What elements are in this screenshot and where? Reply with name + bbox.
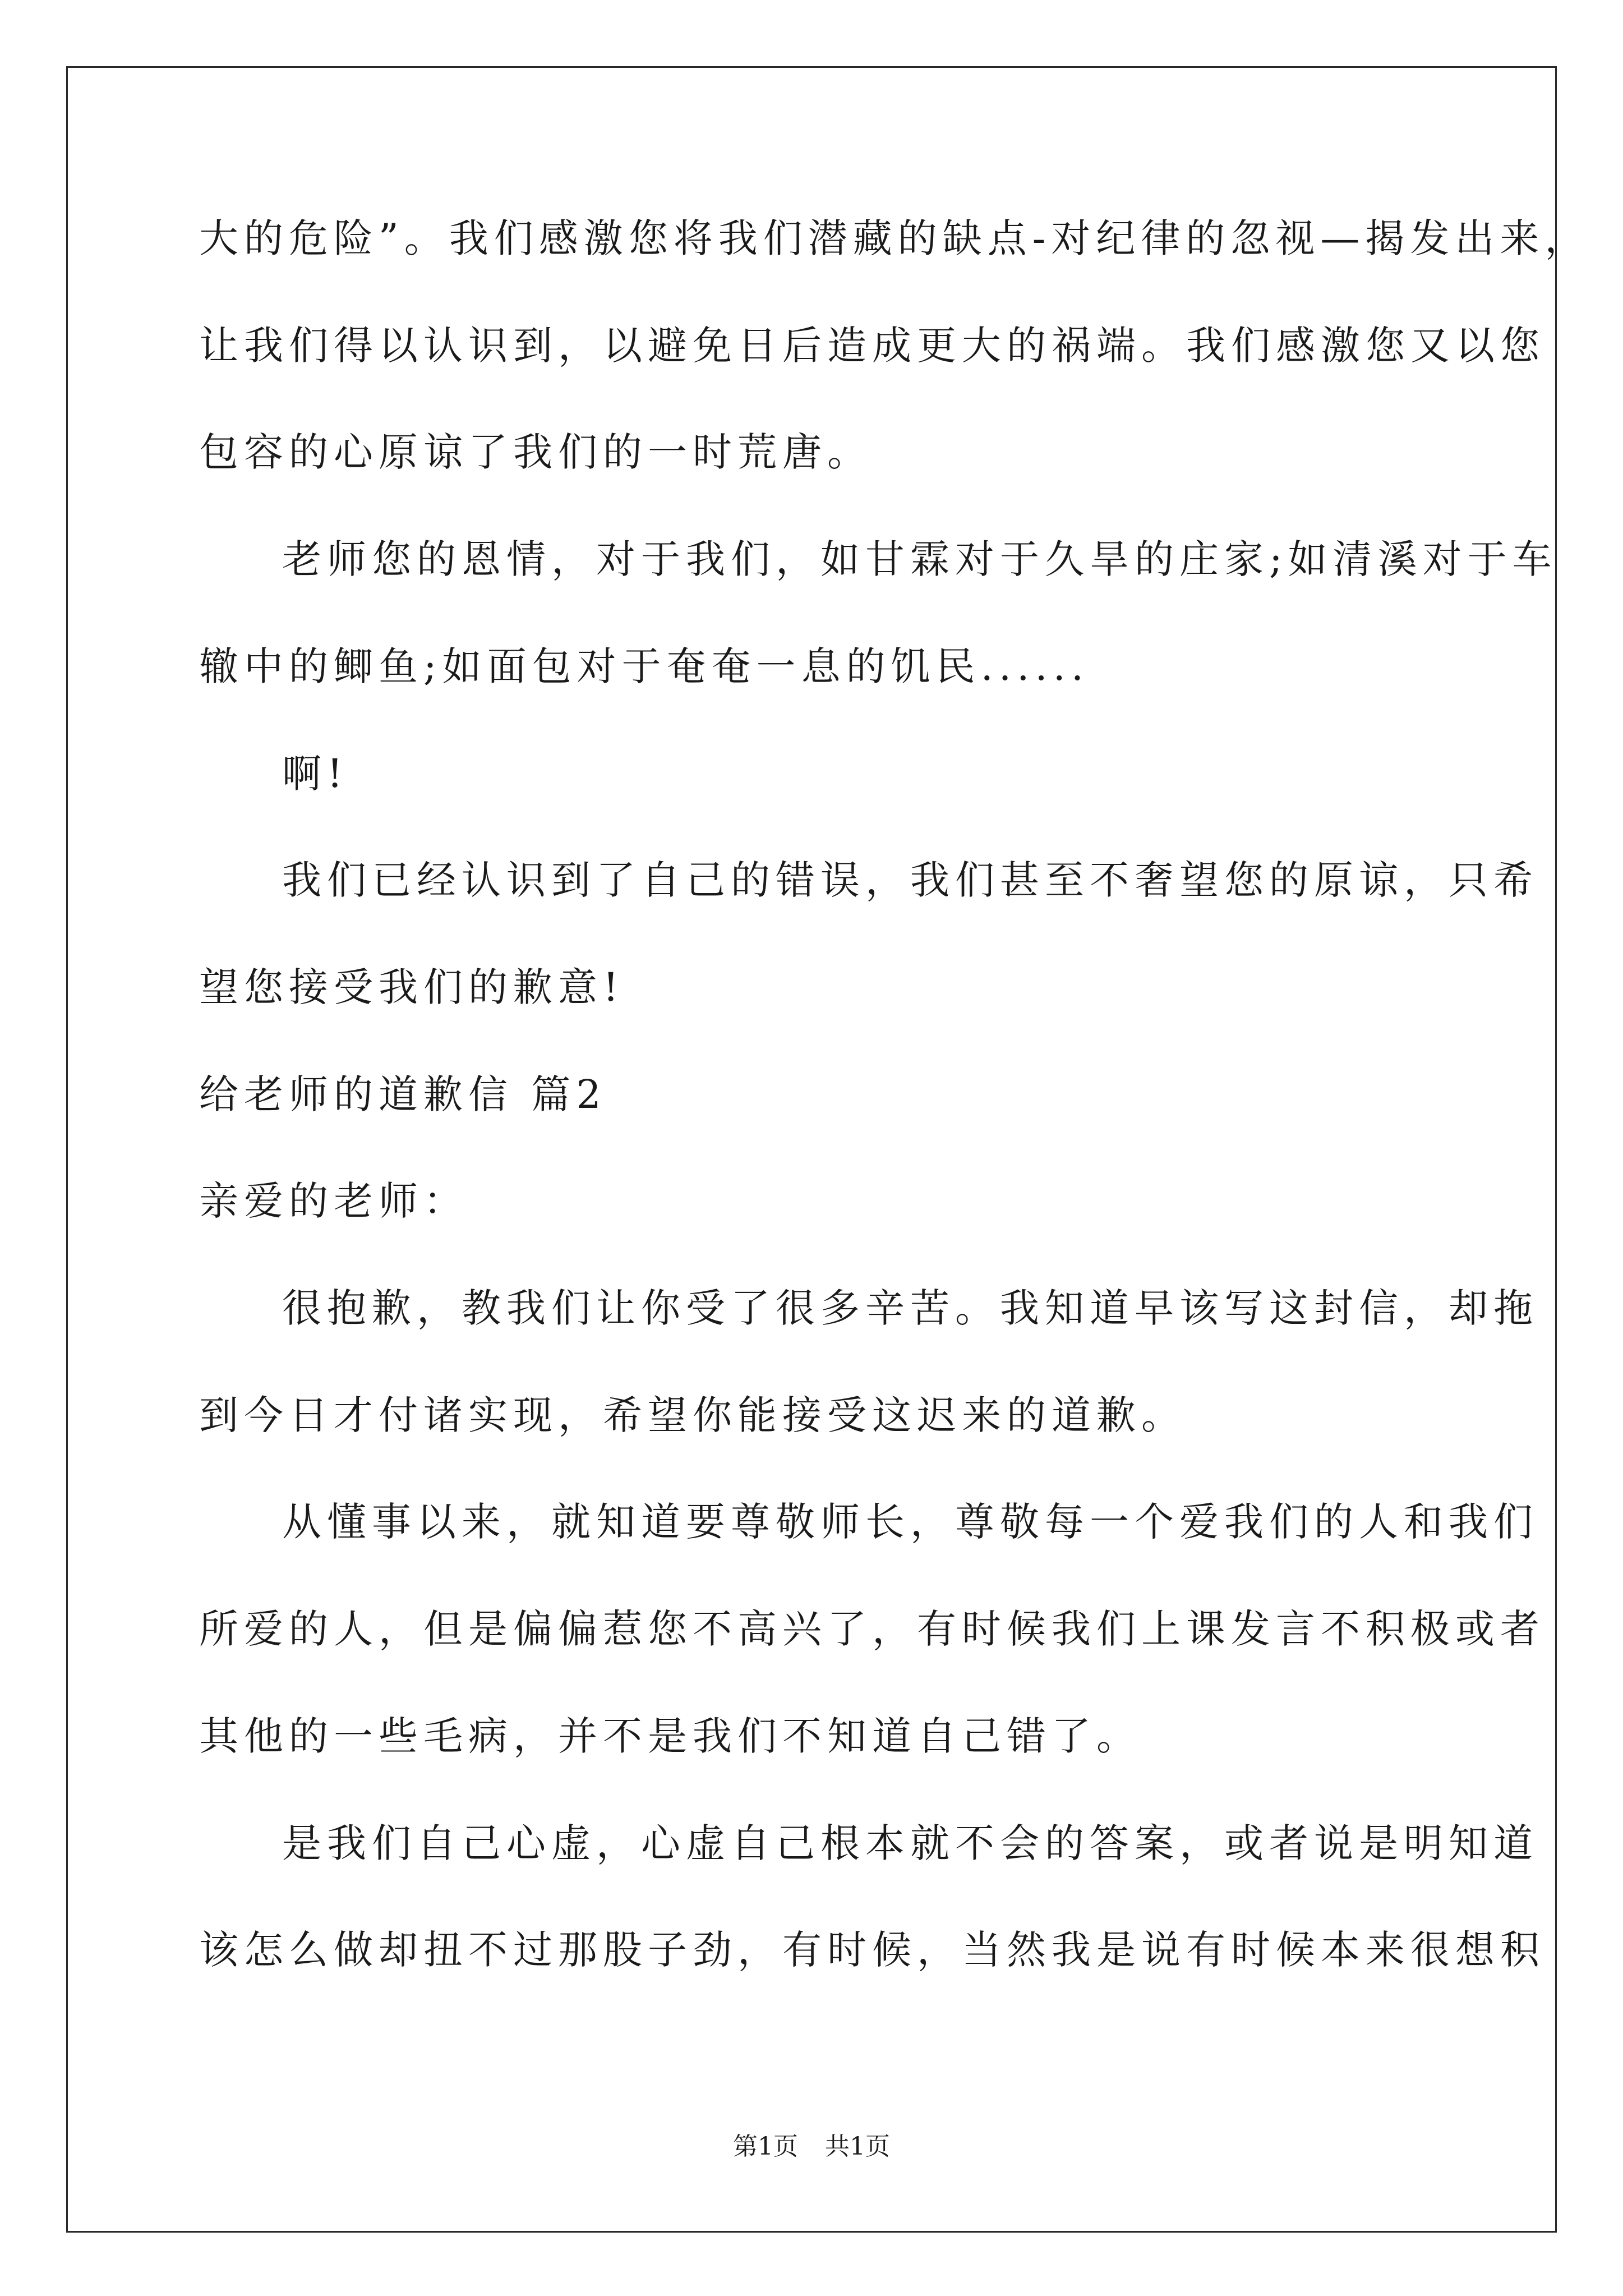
text-line: 很抱歉，教我们让你受了很多辛苦。我知道早该写这封信，却拖 (282, 1285, 1538, 1331)
text-line: 让我们得以认识到，以避免日后造成更大的祸端。我们感激您又以您 (199, 322, 1545, 369)
text-line: 是我们自己心虚，心虚自己根本就不会的答案，或者说是明知道 (282, 1820, 1538, 1866)
salutation: 亲爱的老师： (199, 1178, 468, 1225)
text-line: 辙中的鲫鱼;如面包对于奄奄一息的饥民...... (199, 643, 1090, 689)
text-line: 所爱的人，但是偏偏惹您不高兴了，有时候我们上课发言不积极或者 (199, 1606, 1545, 1653)
text-line: 望您接受我们的歉意! (199, 964, 625, 1010)
page-border (66, 66, 1557, 2233)
page-number: 第1页 (733, 2132, 798, 2161)
text-line: 大的危险”。我们感激您将我们潜藏的缺点-对纪律的忽视—揭发出来， (199, 215, 1590, 261)
text-line: 从懂事以来，就知道要尊敬师长，尊敬每一个爱我们的人和我们 (282, 1499, 1538, 1545)
text-line: 老师您的恩情，对于我们，如甘霖对于久旱的庄家;如清溪对于车 (282, 536, 1557, 583)
text-line: 到今日才付诸实现，希望你能接受这迟来的道歉。 (199, 1392, 1186, 1438)
page-footer (0, 2134, 1623, 2159)
text-line: 该怎么做却扭不过那股子劲，有时候，当然我是说有时候本来很想积 (199, 1927, 1545, 1973)
section-heading: 给老师的道歉信 篇2 (199, 1071, 607, 1117)
text-line: 我们已经认识到了自己的错误，我们甚至不奢望您的原谅，只希 (282, 857, 1538, 904)
text-line: 啊! (282, 750, 349, 797)
text-line: 包容的心原谅了我们的一时荒唐。 (199, 429, 872, 476)
page-total: 共1页 (825, 2132, 890, 2161)
text-line: 其他的一些毛病，并不是我们不知道自己错了。 (199, 1713, 1141, 1759)
